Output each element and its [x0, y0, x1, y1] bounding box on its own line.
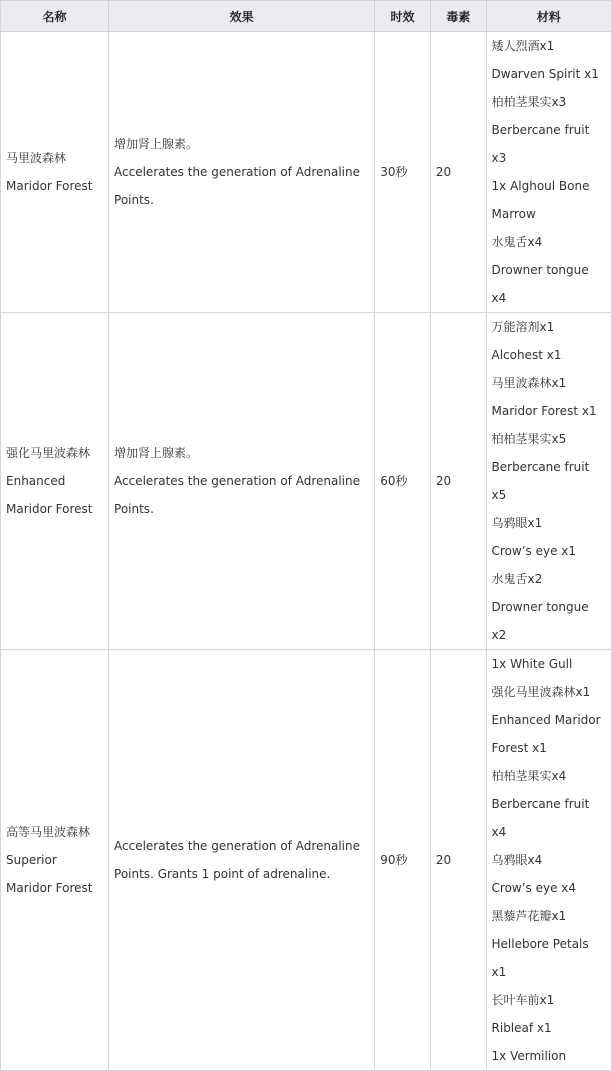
cell-effect — [109, 32, 375, 313]
material-item: 1x Alghoul Bone Marrow — [491, 179, 590, 221]
material-item: 柏柏茎果实x4 — [491, 769, 567, 783]
name-en: Superior Maridor Forest — [6, 853, 93, 895]
cell-toxicity: 20 — [430, 313, 486, 650]
cell-toxicity: 20 — [430, 32, 486, 313]
header-name: 名称 — [1, 1, 109, 32]
header-effect: 效果 — [109, 1, 375, 32]
table-header — [1, 1, 612, 32]
cell-duration: 90秒 — [375, 650, 431, 1071]
material-item: Drowner tongue x2 — [491, 600, 589, 642]
material-item: 长叶车前x1 — [491, 993, 555, 1007]
effect-en: Accelerates the generation of Adrenaline Points. — [114, 165, 360, 207]
material-item: 矮人烈酒x1 — [491, 39, 555, 53]
material-item: Maridor Forest x1 — [491, 404, 597, 418]
table-row — [1, 650, 612, 1071]
effect-en: Accelerates the generation of Adrenaline Points. Grants 1 point of adrenaline. — [114, 839, 360, 881]
table-body — [1, 32, 612, 1071]
cell-materials — [486, 32, 611, 313]
header-row — [1, 1, 612, 32]
header-materials: 材料 — [486, 1, 611, 32]
material-item: 乌鸦眼x1 — [491, 516, 543, 530]
material-item: 黑藜芦花瓣x1 — [491, 909, 567, 923]
material-item: 水鬼舌x4 — [491, 235, 543, 249]
material-item: Berbercane fruit x5 — [491, 460, 590, 502]
cell-duration: 30秒 — [375, 32, 431, 313]
name-en: Maridor Forest — [6, 179, 93, 193]
effect-zh: 增加肾上腺素。 — [114, 446, 199, 460]
material-item: Dwarven Spirit x1 — [491, 67, 599, 81]
material-item: Crow’s eye x1 — [491, 544, 577, 558]
material-item: 1x White Gull — [491, 657, 573, 671]
material-item: 马里波森林x1 — [491, 376, 567, 390]
material-item: 万能溶剂x1 — [491, 320, 555, 334]
cell-effect — [109, 650, 375, 1071]
material-item: 水鬼舌x2 — [491, 572, 543, 586]
material-item: Crow’s eye x4 — [491, 881, 577, 895]
name-zh: 强化马里波森林 — [6, 446, 91, 460]
material-item: 乌鸦眼x4 — [491, 853, 543, 867]
effect-en: Accelerates the generation of Adrenaline Points. — [114, 474, 360, 516]
material-item: 柏柏茎果实x5 — [491, 432, 567, 446]
table-row — [1, 32, 612, 313]
cell-materials — [486, 650, 611, 1071]
cell-duration: 60秒 — [375, 313, 431, 650]
material-item: Ribleaf x1 — [491, 1021, 552, 1035]
material-item: 1x Vermilion — [491, 1049, 567, 1063]
effect-zh: 增加肾上腺素。 — [114, 137, 199, 151]
material-item: 强化马里波森林x1 — [491, 685, 591, 699]
material-item: Berbercane fruit x4 — [491, 797, 590, 839]
name-zh: 马里波森林 — [6, 151, 67, 165]
table-row — [1, 313, 612, 650]
cell-effect — [109, 313, 375, 650]
material-item: Alcohest x1 — [491, 348, 562, 362]
cell-name — [1, 32, 109, 313]
header-toxicity: 毒素 — [430, 1, 486, 32]
material-item: Berbercane fruit x3 — [491, 123, 590, 165]
name-zh: 高等马里波森林 — [6, 825, 91, 839]
cell-name — [1, 313, 109, 650]
cell-name — [1, 650, 109, 1071]
material-item: Drowner tongue x4 — [491, 263, 589, 305]
material-item: 柏柏茎果实x3 — [491, 95, 567, 109]
header-duration: 时效 — [375, 1, 431, 32]
material-item: Enhanced Maridor Forest x1 — [491, 713, 601, 755]
name-en: Enhanced Maridor Forest — [6, 474, 93, 516]
cell-materials — [486, 313, 611, 650]
cell-toxicity: 20 — [430, 650, 486, 1071]
material-item: Hellebore Petals x1 — [491, 937, 589, 979]
